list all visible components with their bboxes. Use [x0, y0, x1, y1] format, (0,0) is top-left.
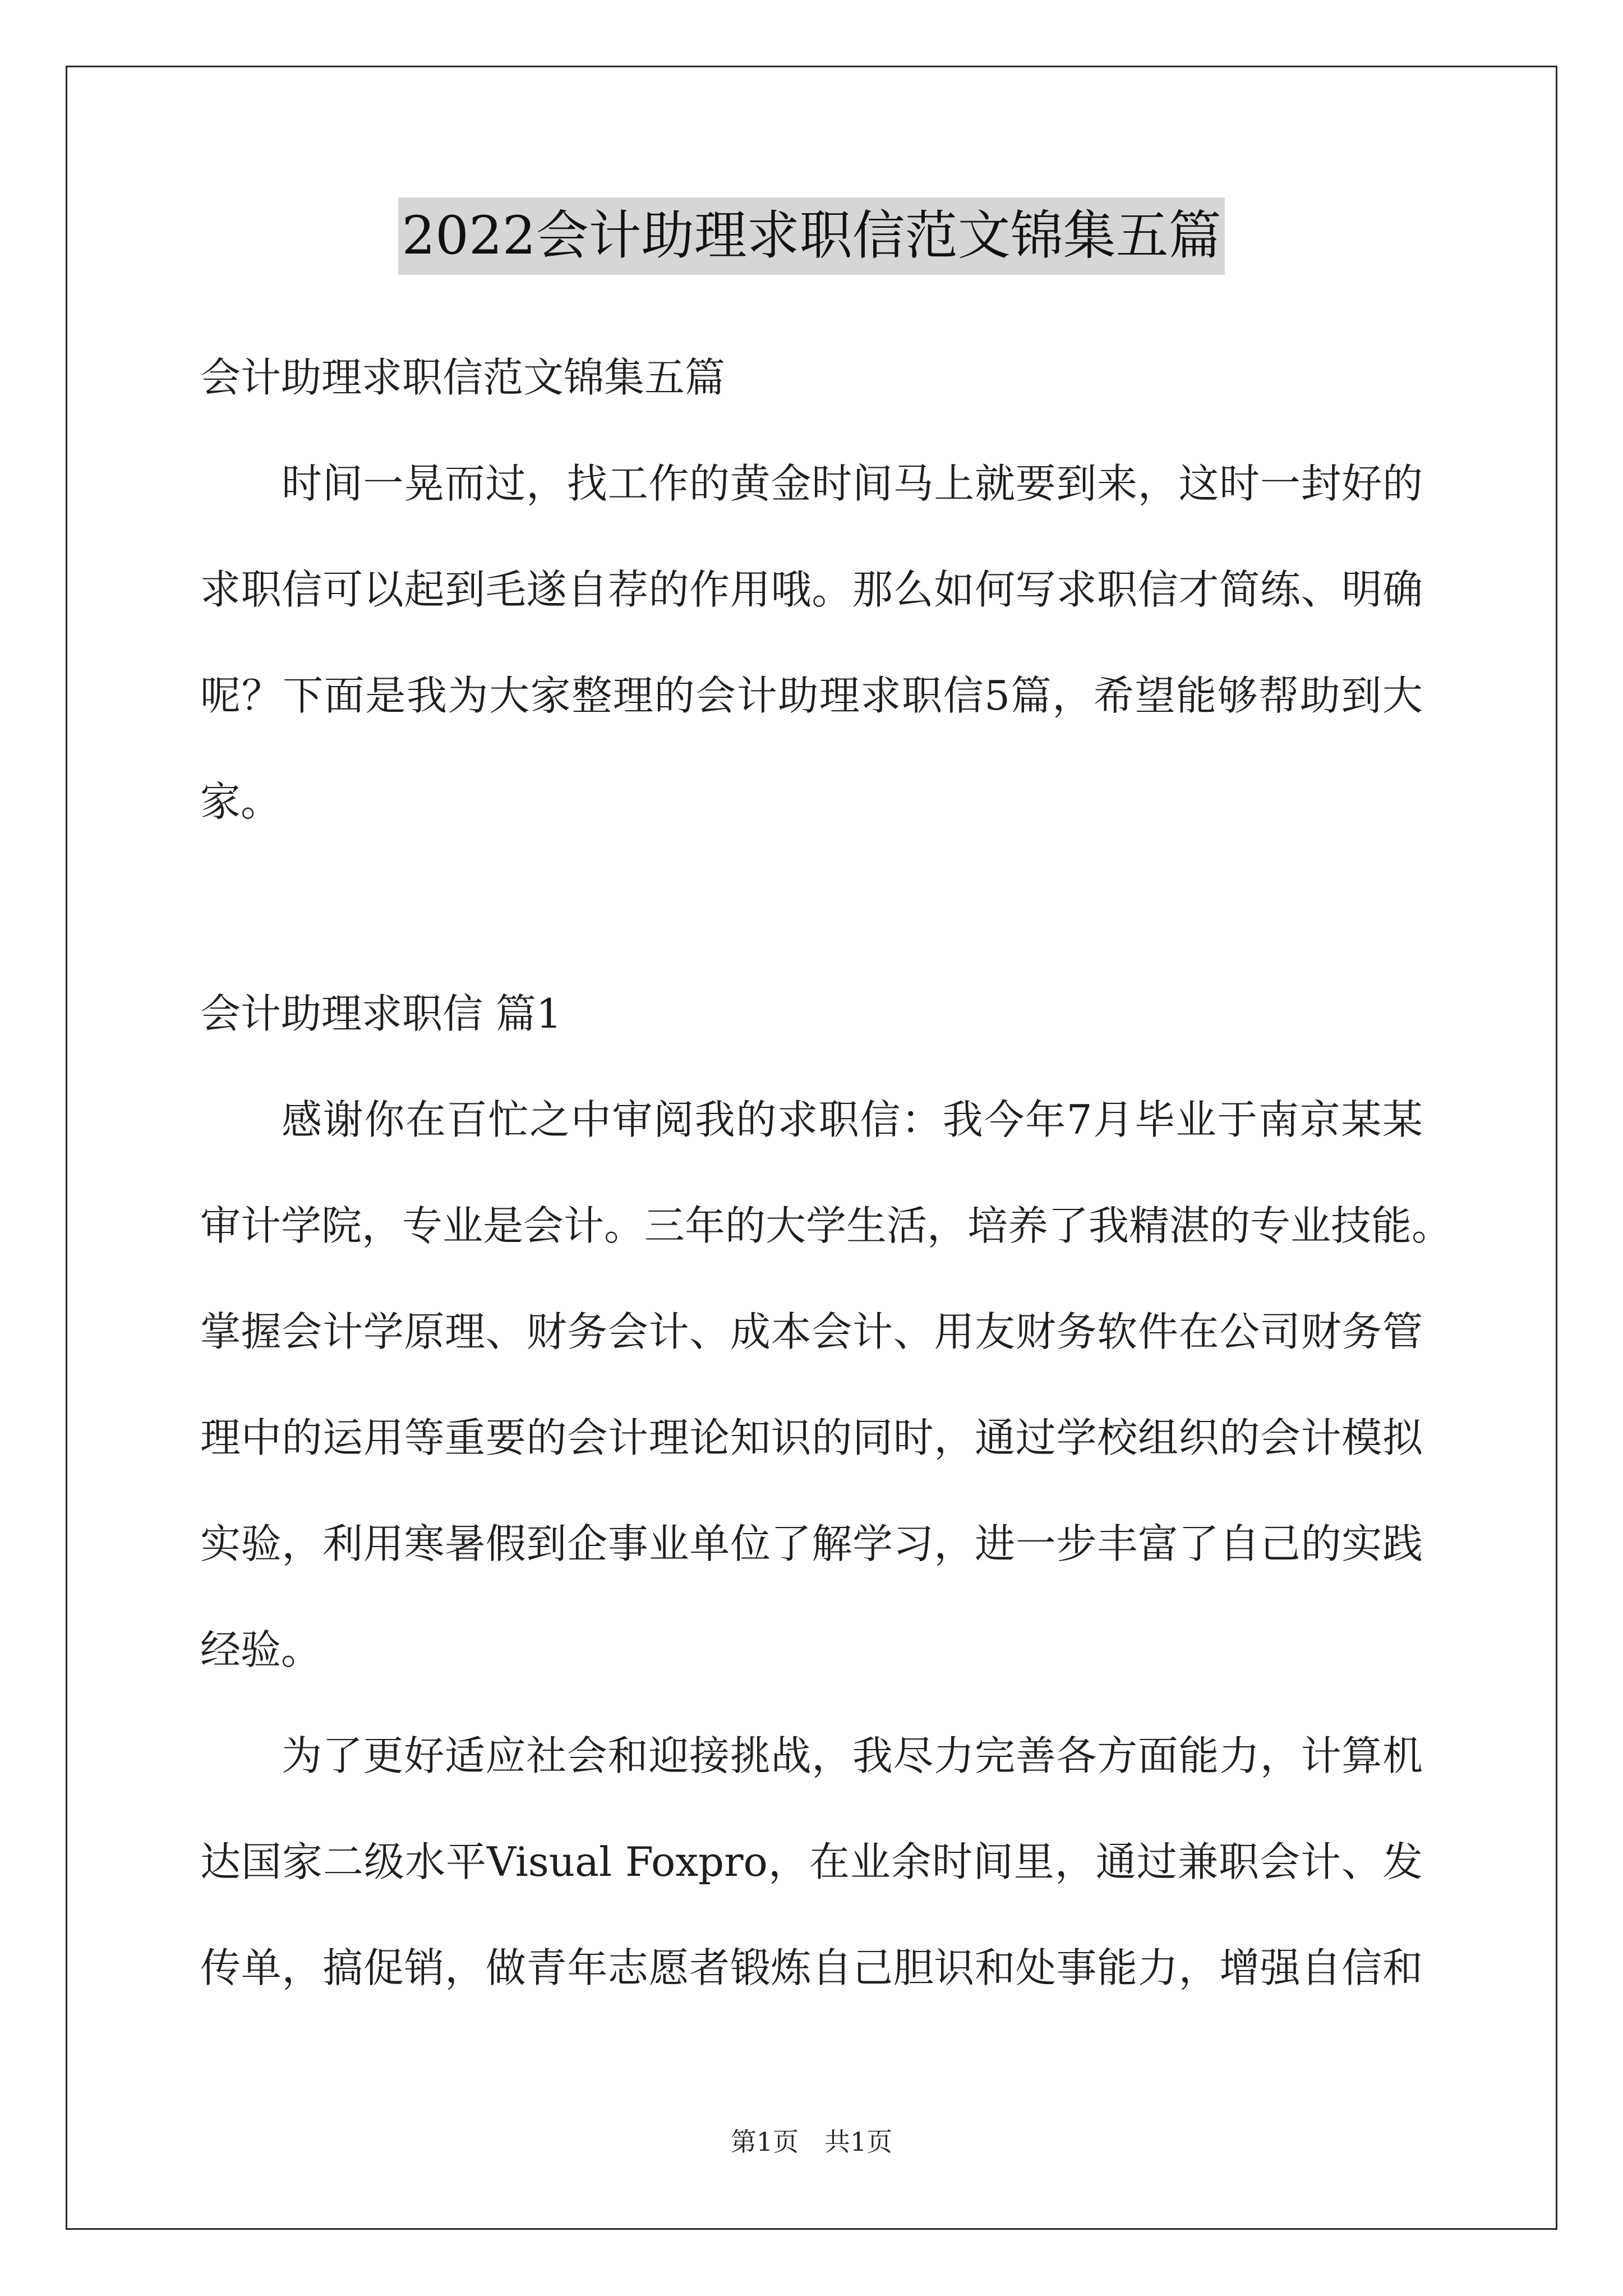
paragraph-line: 经验。 [200, 1626, 322, 1673]
document-title: 2022会计助理求职信范文锦集五篇 [398, 197, 1224, 275]
paragraph-line: 理中的运用等重要的会计理论知识的同时，通过学校组织的会计模拟 [200, 1414, 1423, 1461]
section-heading: 会计助理求职信 篇1 [200, 990, 562, 1037]
section-paragraph-2 [200, 1703, 1423, 2021]
section-paragraph-1 [200, 1067, 1453, 1703]
page-number-info: 第1页 共1页 [730, 2127, 893, 2157]
document-body [200, 325, 1453, 2021]
intro-line: 时间一晃而过，找工作的黄金时间马上就要到来，这时一封好的 [282, 460, 1423, 507]
intro-paragraph [200, 431, 1423, 855]
paragraph-line: 掌握会计学原理、财务会计、成本会计、用友财务软件在公司财务管 [200, 1308, 1423, 1355]
page-footer [0, 2126, 1623, 2157]
blank-line [200, 855, 1423, 961]
paragraph-line: 达国家二级水平Visual Foxpro，在业余时间里，通过兼职会计、发 [200, 1838, 1423, 1885]
paragraph-line: 审计学院，专业是会计。三年的大学生活，培养了我精湛的专业技能。 [200, 1202, 1453, 1249]
title-row [0, 197, 1623, 275]
paragraph-line: 为了更好适应社会和迎接挑战，我尽力完善各方面能力，计算机 [282, 1732, 1423, 1779]
paragraph-line: 感谢你在百忙之中审阅我的求职信：我今年7月毕业于南京某某 [282, 1096, 1423, 1143]
paragraph-line: 传单，搞促销，做青年志愿者锻炼自己胆识和处事能力，增强自信和 [200, 1944, 1423, 1991]
intro-line: 呢？下面是我为大家整理的会计助理求职信5篇，希望能够帮助到大 [200, 672, 1423, 719]
intro-line: 家。 [200, 778, 282, 825]
document-heading: 会计助理求职信范文锦集五篇 [200, 354, 726, 401]
paragraph-line: 实验，利用寒暑假到企事业单位了解学习，进一步丰富了自己的实践 [200, 1520, 1423, 1567]
intro-line: 求职信可以起到毛遂自荐的作用哦。那么如何写求职信才简练、明确 [200, 566, 1423, 613]
